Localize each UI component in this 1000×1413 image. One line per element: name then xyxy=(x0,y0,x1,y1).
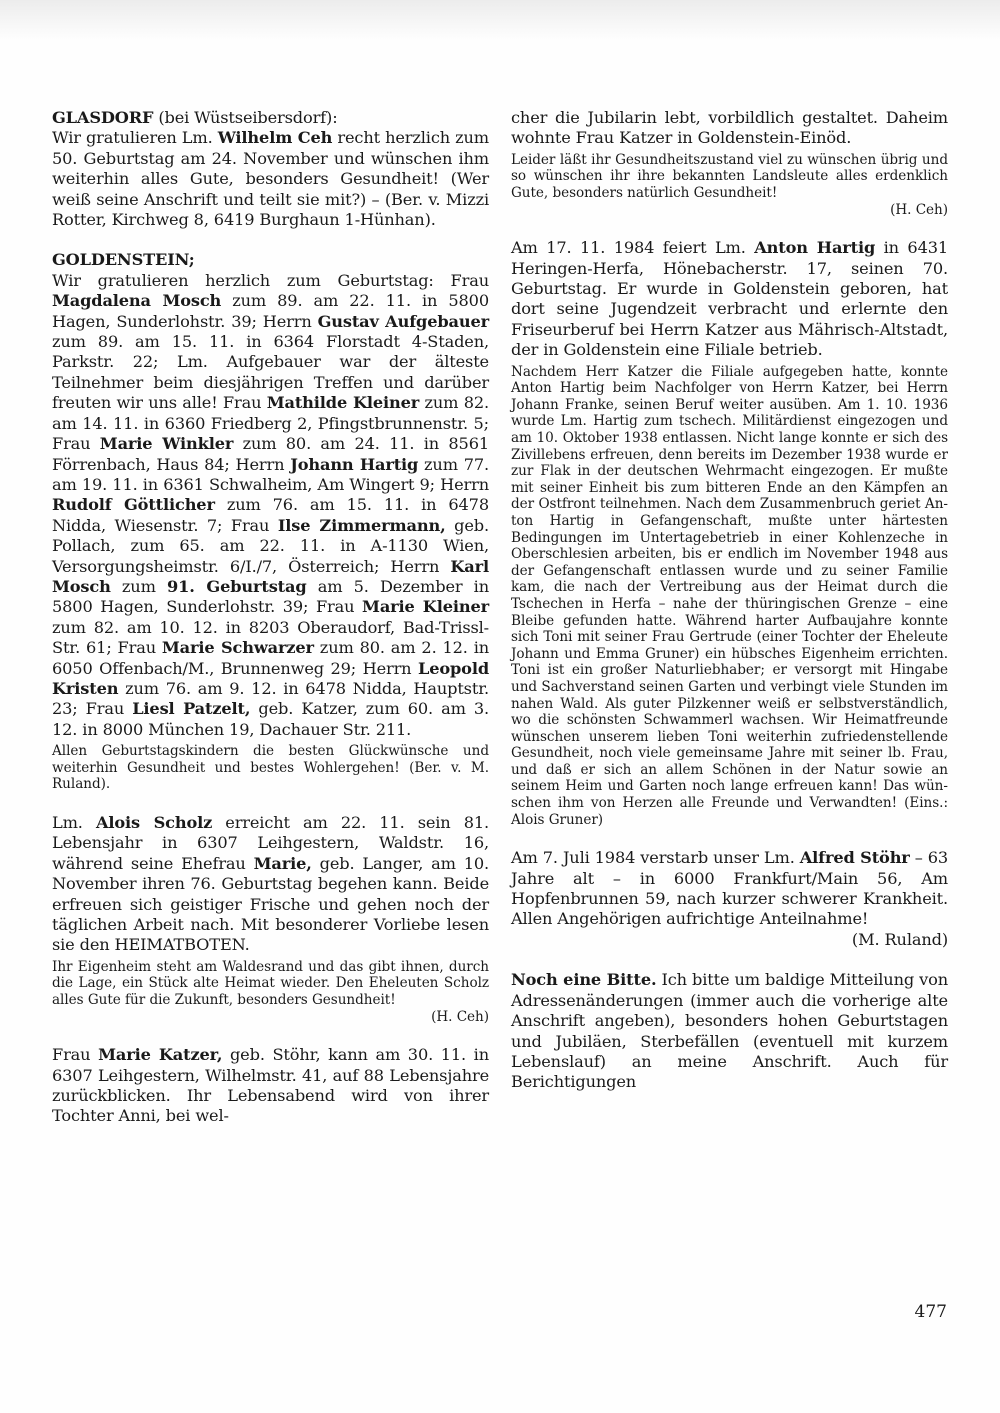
paragraph-hartig: Am 17. 11. 1984 feiert Lm. Anton Hartig in 6431 Heringen-Herfa, Hönebacherstr. 17, seinen 70. Geburtstag. Er wurde in Goldenstein geboren, hat dort seine Jugendzeit verbracht und erlernte den Friseurberuf bei Herrn Katzer aus Mährisch-Altstadt, der in Goldenstein eine Filiale betrieb. xyxy=(511,238,949,360)
signature: (H. Ceh) xyxy=(890,201,948,218)
paragraph-glasdorf: Wir gratulieren Lm. Wilhelm Ceh recht herzlich zum 50. Geburtstag am 24. November und wünschen ihm weiterhin alles Gute, besonders Gesundheit! (Wer weiß seine Anschrift und teilt sie mit?) – (Ber. v. Mizzi Rotter, Kirchweg 8, 6419 Burghaun 1-Hünhan). xyxy=(52,128,489,230)
section-heading-glasdorf xyxy=(52,108,489,128)
bold-name: Marie Katzer, xyxy=(98,1045,223,1065)
bold-name: Wilhelm Ceh xyxy=(217,128,333,148)
bold-name: Marie Winkler xyxy=(99,434,234,454)
bold-name: Anton Hartig xyxy=(754,238,876,258)
bold-name: Marie, xyxy=(253,853,312,873)
paragraph-goldenstein-birthdays: Wir gratulieren herzlich zum Geburtstag: Frau Magdalena Mosch zum 89. am 22. 11. in 5800 Hagen, Sunderlohstr. 39; Herrn Gustav Aufgebauer zum 89. am 15. 11. in 6364 Florstadt 4-Staden, Parkstr. 22; Lm. Aufgebauer war der älteste Teilnehmer beim diesjährigen Treffen und darüber freuten wir uns alle! Frau Mathilde Kleiner zum 82. am 14. 11. in 6360 Friedberg 2, Pfingstbrunnenstr. 5; Frau Marie Winkler zum 80. am 24. 11. in 8561 Förrenbach, Haus 84; Herrn Johann Hartig zum 77. am 19. 11. in 6361 Schwalheim, Am Wingert 9; Herrn Rudolf Göttlicher zum 76. am 15. 11. in 6478 Nidda, Wiesenstr. 7; Frau Ilse Zimmermann, geb. Pollach, zum 65. am 22. 11. in A-1130 Wien, Versorgungsheimstr. 6/I./7, Österreich; Herrn Karl Mosch zum 91. Geburtstag am 5. Dezember in 5800 Hagen, Sunderlohstr. 39; Frau Marie Kleiner zum 82. am 10. 12. in 8203 Oberaudorf, Bad-Trissl-Str. 61; Frau Marie Schwarzer zum 80. am 2. 12. in 6050 Offenbach/M., Brunnenweg 29; Herrn Leopold Kristen zum 76. am 9. 12. in 6478 Nidda, Hauptstr. 23; Frau Liesl Patzelt, geb. Katzer, zum 60. am 3. 12. in 8000 München 19, Dachauer Str. 211. xyxy=(52,270,490,739)
bold-name: Rudolf Göttlicher xyxy=(52,495,215,515)
page-number: 477 xyxy=(914,1302,947,1322)
signature-line xyxy=(52,1009,489,1026)
katzer-small-text: Leider läßt ihr Gesundheitszustand viel zu wünschen übrig und so wünschen ihr ihre bekannten Landsleute alles erdenklich Gute, besonders natürlich Gesundheit! xyxy=(511,151,948,201)
signature-line xyxy=(511,202,948,219)
paragraph-katzer-small xyxy=(511,152,948,218)
paragraph-scholz-small xyxy=(52,959,489,1025)
paragraph-scholz: Lm. Alois Scholz erreicht am 22. 11. sein 81. Lebensjahr in 6307 Leihgestern, Waldstr. 16, während seine Ehefrau Marie, geb. Langer, am 10. November ihren 76. Geburtstag begehen kann. Beide erfreuen sich geistiger Frische und gehen noch der täglichen Arbeit nach. Mit besonderer Vorliebe lesen sie den HEIMATBOTEN. xyxy=(52,812,490,955)
bold-name: Marie Kleiner xyxy=(362,597,489,617)
right-column xyxy=(511,108,948,1093)
bold-name: 91. Geburtstag xyxy=(166,576,307,596)
paragraph-goldenstein-closing: Allen Geburtstagskindern die besten Glückwünsche und weiterhin Gesundheit und bestes Wohlergehen! (Ber. v. M. Ruland). xyxy=(52,743,489,793)
paragraph-request: Noch eine Bitte. Ich bitte um baldige Mitteilung von Adressenänderungen (immer auch die vorherige alte Anschrift angeben), besonders hohen Geburtstagen und Jubiläen, Sterbefällen (eventuell mit kurzem Lebenslauf) an meine Anschrift. Auch für Berichtigungen xyxy=(511,970,948,1092)
bold-name: Alois Scholz xyxy=(95,812,213,832)
left-column xyxy=(52,108,489,1127)
bold-name: Mathilde Kleiner xyxy=(266,393,420,413)
scholz-small-text: Ihr Eigenheim steht am Waldesrand und das gibt ihnen, durch die Lage, ein Stück alte Heimat wieder. Den Eheleuten Scholz alles Gute für die Zukunft, besonders Gesundheit! xyxy=(52,958,489,1008)
paragraph-hartig-biography: Nachdem Herr Katzer die Filiale aufgegeben hatte, konnte Anton Hartig beim Nachfolger von Herrn Katzer, bei Herrn Johann Franke, seinen Beruf weiter ausüben. Am 1. 10. 1936 wurde Lm. Hartig zum tschech. Militärdienst eingezogen und am 10. Oktober 1938 entlassen. Nicht lange konnte er sich des Zivillebens erfreuen, denn bereits im Dezember 1938 wurde er zur Flak in der deutschen Wehrmacht eingezogen. Er mußte mit seiner Einheit bis zum bitteren Ende an den Kämpfen an der Ostfront teilnehmen. Nach dem Zusammenbruch geriet Anton Hartig in Gefangenschaft, mußte unter härtesten Bedingungen im Untertagebetrieb in einer Kohlenzeche in Oberschlesien arbeiten, bis er endlich im November 1948 aus der Gefangenschaft entlassen wurde und zu seiner Familie kam, die nach der Vertreibung aus der Heimat durch die Tschechen in Herfa – nahe der thüringischen Grenze – eine Bleibe gefunden hatte. Während harter Aufbaujahre konnte sich Toni mit seiner Frau Gertrude (einer Tochter der Eheleute Johann und Emma Gruner) ein hübsches Eigenheim errichten. Toni ist ein großer Naturliebhaber; er versorgt mit Hingabe und Sachverstand seinen Garten und verbingt viele Stunden im nahen Wald. Als guter Pilzkenner weiß er selbstverständlich, wo die schönsten Schwammerl wachsen. Wir Heimatfreunde wünschen unserem lieben Toni weiterhin zufriedenstellende Gesundheit, noch viele gemeinsame Jahre mit seiner lb. Frau, und daß er sich an allem Schönen in der Natur sowie an seinem Heim und Garten noch lange erfreuen kann! Das wünschen ihm von Herzen alle Freunde und Verwandten! (Eins.: Alois Gruner) xyxy=(511,363,948,828)
heading-rest: (bei Wüstseibersdorf): xyxy=(153,108,338,127)
heading-bold: GLASDORF xyxy=(52,108,154,127)
signature: (M. Ruland) xyxy=(851,929,948,949)
heading-bold: GOLDENSTEIN; xyxy=(52,250,195,270)
bold-name: Karl Mosch xyxy=(52,556,489,596)
bold-name: Magdalena Mosch xyxy=(52,291,222,311)
bold-name: Gustav Aufgebauer xyxy=(317,311,489,331)
bold-name: Noch eine Bitte. xyxy=(511,970,657,990)
paragraph-katzer-continued: cher die Jubilarin lebt, vorbildlich gestaltet. Daheim wohnte Frau Katzer in Goldenstein-Einöd. xyxy=(511,108,948,148)
bold-name: Marie Schwarzer xyxy=(161,638,314,658)
paragraph-katzer: Frau Marie Katzer, geb. Stöhr, kann am 30. 11. in 6307 Leihgestern, Wilhelmstr. 41, auf 88 Lebensjahre zurückblicken. Ihr Lebensabend wird von ihrer Tochter Anni, bei wel- xyxy=(52,1045,489,1126)
stoehr-text: Am 7. Juli 1984 verstarb unser Lm. Alfred Stöhr – 63 Jahre alt – in 6000 Frankfurt/Main 56, Am Hopfenbrunnen 59, nach kurzer schwerer Krankheit. Allen Angehörigen aufrichtige Anteilnahme! xyxy=(511,848,949,929)
scan-shadow xyxy=(0,0,1000,40)
bold-name: Liesl Patzelt, xyxy=(132,699,251,719)
paragraph-stoehr-obituary xyxy=(511,848,948,950)
bold-name: Alfred Stöhr xyxy=(799,848,910,868)
signature: (H. Ceh) xyxy=(431,1008,489,1025)
bold-name: Ilse Zimmermann, xyxy=(277,515,446,535)
signature-line xyxy=(511,930,948,950)
section-heading-goldenstein xyxy=(52,250,489,270)
bold-name: Leopold Kristen xyxy=(52,658,489,698)
bold-name: Johann Hartig xyxy=(290,454,419,474)
